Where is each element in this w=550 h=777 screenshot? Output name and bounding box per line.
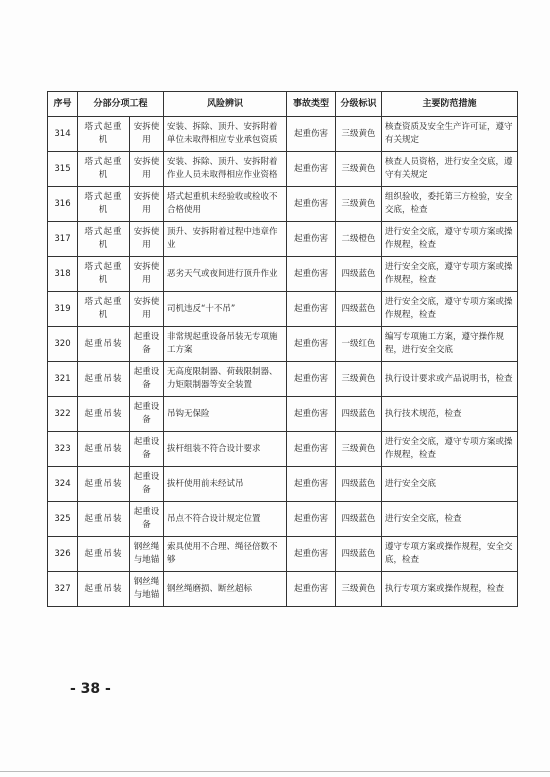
header-level: 分级标识 (336, 92, 382, 117)
row-accident-type: 起重伤害 (287, 362, 336, 397)
row-measure: 执行专项方案或操作规程，检查 (382, 572, 518, 607)
row-main-project: 塔式起重机 (78, 257, 130, 292)
row-level: 一级红色 (336, 327, 382, 362)
row-level: 三级黄色 (336, 187, 382, 222)
row-number: 327 (48, 572, 78, 607)
row-sub-project: 起重设备 (130, 502, 164, 537)
row-main-project: 塔式起重机 (78, 222, 130, 257)
row-measure: 进行安全交底，遵守专项方案或操作规程，检查 (382, 292, 518, 327)
row-measure: 进行安全交底 (382, 467, 518, 502)
row-sub-project: 起重设备 (130, 397, 164, 432)
table-row (48, 537, 518, 572)
row-accident-type: 起重伤害 (287, 292, 336, 327)
row-main-project: 起重吊装 (78, 537, 130, 572)
header-project: 分部分项工程 (78, 92, 164, 117)
row-risk: 顶升、安拆附着过程中违章作业 (164, 222, 287, 257)
row-sub-project: 起重设备 (130, 467, 164, 502)
row-sub-project: 钢丝绳与地锚 (130, 537, 164, 572)
row-sub-project: 安拆使用 (130, 292, 164, 327)
row-level: 三级黄色 (336, 362, 382, 397)
row-level: 三级黄色 (336, 572, 382, 607)
row-measure: 核查资质及安全生产许可证，遵守有关规定 (382, 117, 518, 152)
row-risk: 塔式起重机未经验收或检收不合格使用 (164, 187, 287, 222)
row-accident-type: 起重伤害 (287, 502, 336, 537)
row-main-project: 塔式起重机 (78, 292, 130, 327)
row-main-project: 起重吊装 (78, 467, 130, 502)
row-sub-project: 起重设备 (130, 362, 164, 397)
row-number: 326 (48, 537, 78, 572)
table-row (48, 117, 518, 152)
row-measure: 执行设计要求或产品说明书，检查 (382, 362, 518, 397)
table-row (48, 362, 518, 397)
table-row (48, 152, 518, 187)
row-number: 317 (48, 222, 78, 257)
header-measures: 主要防范措施 (382, 92, 518, 117)
row-sub-project: 安拆使用 (130, 152, 164, 187)
row-risk: 吊钩无保险 (164, 397, 287, 432)
row-level: 四级蓝色 (336, 257, 382, 292)
row-measure: 执行技术规范，检查 (382, 397, 518, 432)
header-risk: 风险辨识 (164, 92, 287, 117)
row-main-project: 起重吊装 (78, 432, 130, 467)
table-row (48, 327, 518, 362)
row-accident-type: 起重伤害 (287, 537, 336, 572)
row-risk: 安装、拆除、顶升、安拆附着作业人员未取得相应作业资格 (164, 152, 287, 187)
table-row (48, 257, 518, 292)
header-accident-type: 事故类型 (287, 92, 336, 117)
row-level: 三级黄色 (336, 432, 382, 467)
table-header-row (48, 92, 518, 117)
row-risk: 钢丝绳磨损、断丝超标 (164, 572, 287, 607)
row-risk: 拔杆使用前未经试吊 (164, 467, 287, 502)
row-risk: 吊点不符合设计规定位置 (164, 502, 287, 537)
row-sub-project: 安拆使用 (130, 257, 164, 292)
row-main-project: 起重吊装 (78, 572, 130, 607)
header-num: 序号 (48, 92, 78, 117)
row-main-project: 起重吊装 (78, 397, 130, 432)
row-measure: 进行安全交底，遵守专项方案或操作规程，检查 (382, 257, 518, 292)
row-number: 319 (48, 292, 78, 327)
row-accident-type: 起重伤害 (287, 572, 336, 607)
row-accident-type: 起重伤害 (287, 397, 336, 432)
row-number: 322 (48, 397, 78, 432)
row-number: 314 (48, 117, 78, 152)
page-number: - 38 - (70, 681, 111, 697)
row-level: 四级蓝色 (336, 292, 382, 327)
row-sub-project: 安拆使用 (130, 222, 164, 257)
row-level: 四级蓝色 (336, 537, 382, 572)
table-row (48, 187, 518, 222)
row-risk: 无高度限制器、荷载限制器、力矩限制器等安全装置 (164, 362, 287, 397)
row-risk: 恶劣天气或夜间进行顶升作业 (164, 257, 287, 292)
row-risk: 拔杆组装不符合设计要求 (164, 432, 287, 467)
row-number: 320 (48, 327, 78, 362)
row-main-project: 塔式起重机 (78, 152, 130, 187)
row-accident-type: 起重伤害 (287, 152, 336, 187)
table-row (48, 397, 518, 432)
row-accident-type: 起重伤害 (287, 432, 336, 467)
row-level: 四级蓝色 (336, 397, 382, 432)
bottom-rule (0, 771, 550, 772)
table-row (48, 467, 518, 502)
row-measure: 核查人员资格，进行安全交底，遵守有关规定 (382, 152, 518, 187)
row-number: 324 (48, 467, 78, 502)
row-measure: 进行安全交底，检查 (382, 502, 518, 537)
row-level: 三级黄色 (336, 152, 382, 187)
row-measure: 进行安全交底，遵守专项方案或操作规程，检查 (382, 432, 518, 467)
row-risk: 司机违反“十不吊” (164, 292, 287, 327)
row-sub-project: 钢丝绳与地锚 (130, 572, 164, 607)
row-number: 316 (48, 187, 78, 222)
row-number: 315 (48, 152, 78, 187)
row-accident-type: 起重伤害 (287, 222, 336, 257)
row-main-project: 起重吊装 (78, 502, 130, 537)
row-risk: 非常规起重设备吊装无专项施工方案 (164, 327, 287, 362)
row-level: 四级蓝色 (336, 502, 382, 537)
row-measure: 遵守专项方案或操作规程，安全交底，检查 (382, 537, 518, 572)
row-risk: 索具使用不合理、绳径倍数不够 (164, 537, 287, 572)
row-number: 318 (48, 257, 78, 292)
row-risk: 安装、拆除、顶升、安拆附着单位未取得相应专业承包资质 (164, 117, 287, 152)
row-level: 二级橙色 (336, 222, 382, 257)
row-level: 四级蓝色 (336, 467, 382, 502)
row-measure: 组织验收，委托第三方检验，安全交底，检查 (382, 187, 518, 222)
row-accident-type: 起重伤害 (287, 257, 336, 292)
row-measure: 编写专项施工方案，遵守操作规程，进行安全交底 (382, 327, 518, 362)
row-main-project: 塔式起重机 (78, 187, 130, 222)
row-measure: 进行安全交底，遵守专项方案或操作规程，检查 (382, 222, 518, 257)
row-main-project: 塔式起重机 (78, 117, 130, 152)
row-accident-type: 起重伤害 (287, 327, 336, 362)
row-main-project: 起重吊装 (78, 327, 130, 362)
row-sub-project: 安拆使用 (130, 187, 164, 222)
risk-table (47, 91, 518, 607)
table-row (48, 572, 518, 607)
row-sub-project: 起重设备 (130, 432, 164, 467)
table-row (48, 432, 518, 467)
row-sub-project: 起重设备 (130, 327, 164, 362)
row-number: 323 (48, 432, 78, 467)
row-main-project: 起重吊装 (78, 362, 130, 397)
row-number: 321 (48, 362, 78, 397)
table-row (48, 222, 518, 257)
row-number: 325 (48, 502, 78, 537)
row-level: 三级黄色 (336, 117, 382, 152)
row-accident-type: 起重伤害 (287, 187, 336, 222)
table-row (48, 502, 518, 537)
row-accident-type: 起重伤害 (287, 467, 336, 502)
row-accident-type: 起重伤害 (287, 117, 336, 152)
table-row (48, 292, 518, 327)
row-sub-project: 安拆使用 (130, 117, 164, 152)
